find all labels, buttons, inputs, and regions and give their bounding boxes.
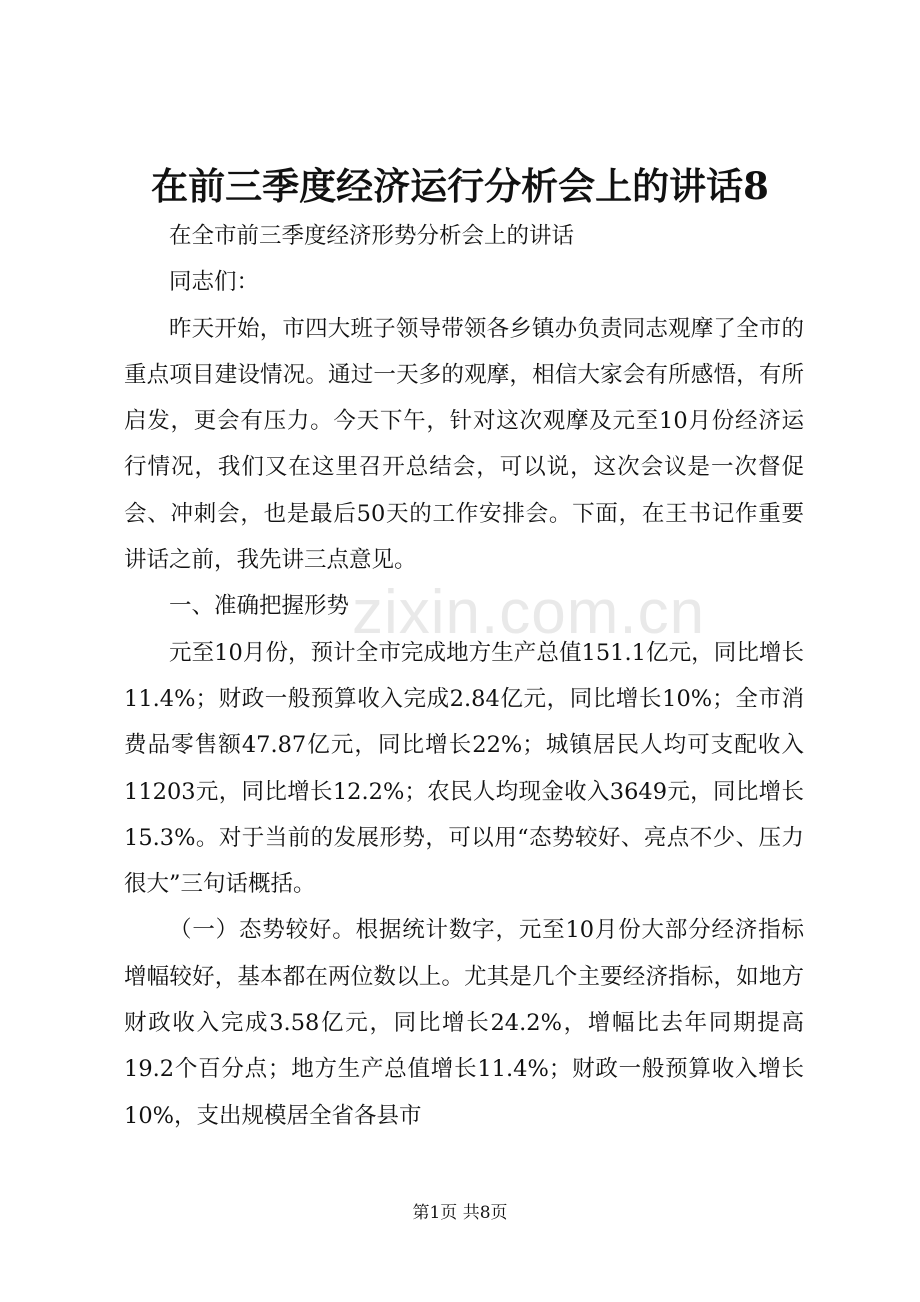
salutation-paragraph: 同志们： bbox=[169, 269, 260, 296]
body-paragraph: 元至10月份，预计全市完成地方生产总值151.1亿元，同比增长11.4%；财政一般预算收入完成2.84亿元，同比增长10%；全市消费品零售额47.87亿元，同比增长22%；城镇居民人均可支配收入11203元，同比增长12.2%；农民人均现金收入3649元，同比增长15.3%。对于当前的发展形势，可以用“态势较好、亮点不少、压力很大”三句话概括。 bbox=[124, 639, 804, 898]
section-heading: 一、准确把握形势 bbox=[169, 593, 350, 620]
subtitle-paragraph: 在全市前三季度经济形势分析会上的讲话 bbox=[169, 223, 575, 249]
watermark: zixin.com.cn bbox=[352, 578, 706, 647]
page-footer: 第1页 共8页 bbox=[412, 1203, 508, 1223]
document-title: 在前三季度经济运行分析会上的讲话8 bbox=[151, 164, 769, 208]
body-paragraph: 昨天开始，市四大班子领导带领各乡镇办负责同志观摩了全市的重点项目建设情况。通过一天多的观摩，相信大家会有所感悟，有所启发，更会有压力。今天下午，针对这次观摩及元至10月份经济运行情况，我们又在这里召开总结会，可以说，这次会议是一次督促会、冲刺会，也是最后50天的工作安排会。下面，在王书记作重要讲话之前，我先讲三点意见。 bbox=[124, 315, 804, 574]
document-body bbox=[124, 213, 804, 1139]
body-paragraph: （一）态势较好。根据统计数字，元至10月份大部分经济指标增幅较好，基本都在两位数以上。尤其是几个主要经济指标，如地方财政收入完成3.58亿元，同比增长24.2%，增幅比去年同期提高19.2个百分点；地方生产总值增长11.4%；财政一般预算收入增长10%，支出规模居全省各县市 bbox=[124, 917, 804, 1129]
